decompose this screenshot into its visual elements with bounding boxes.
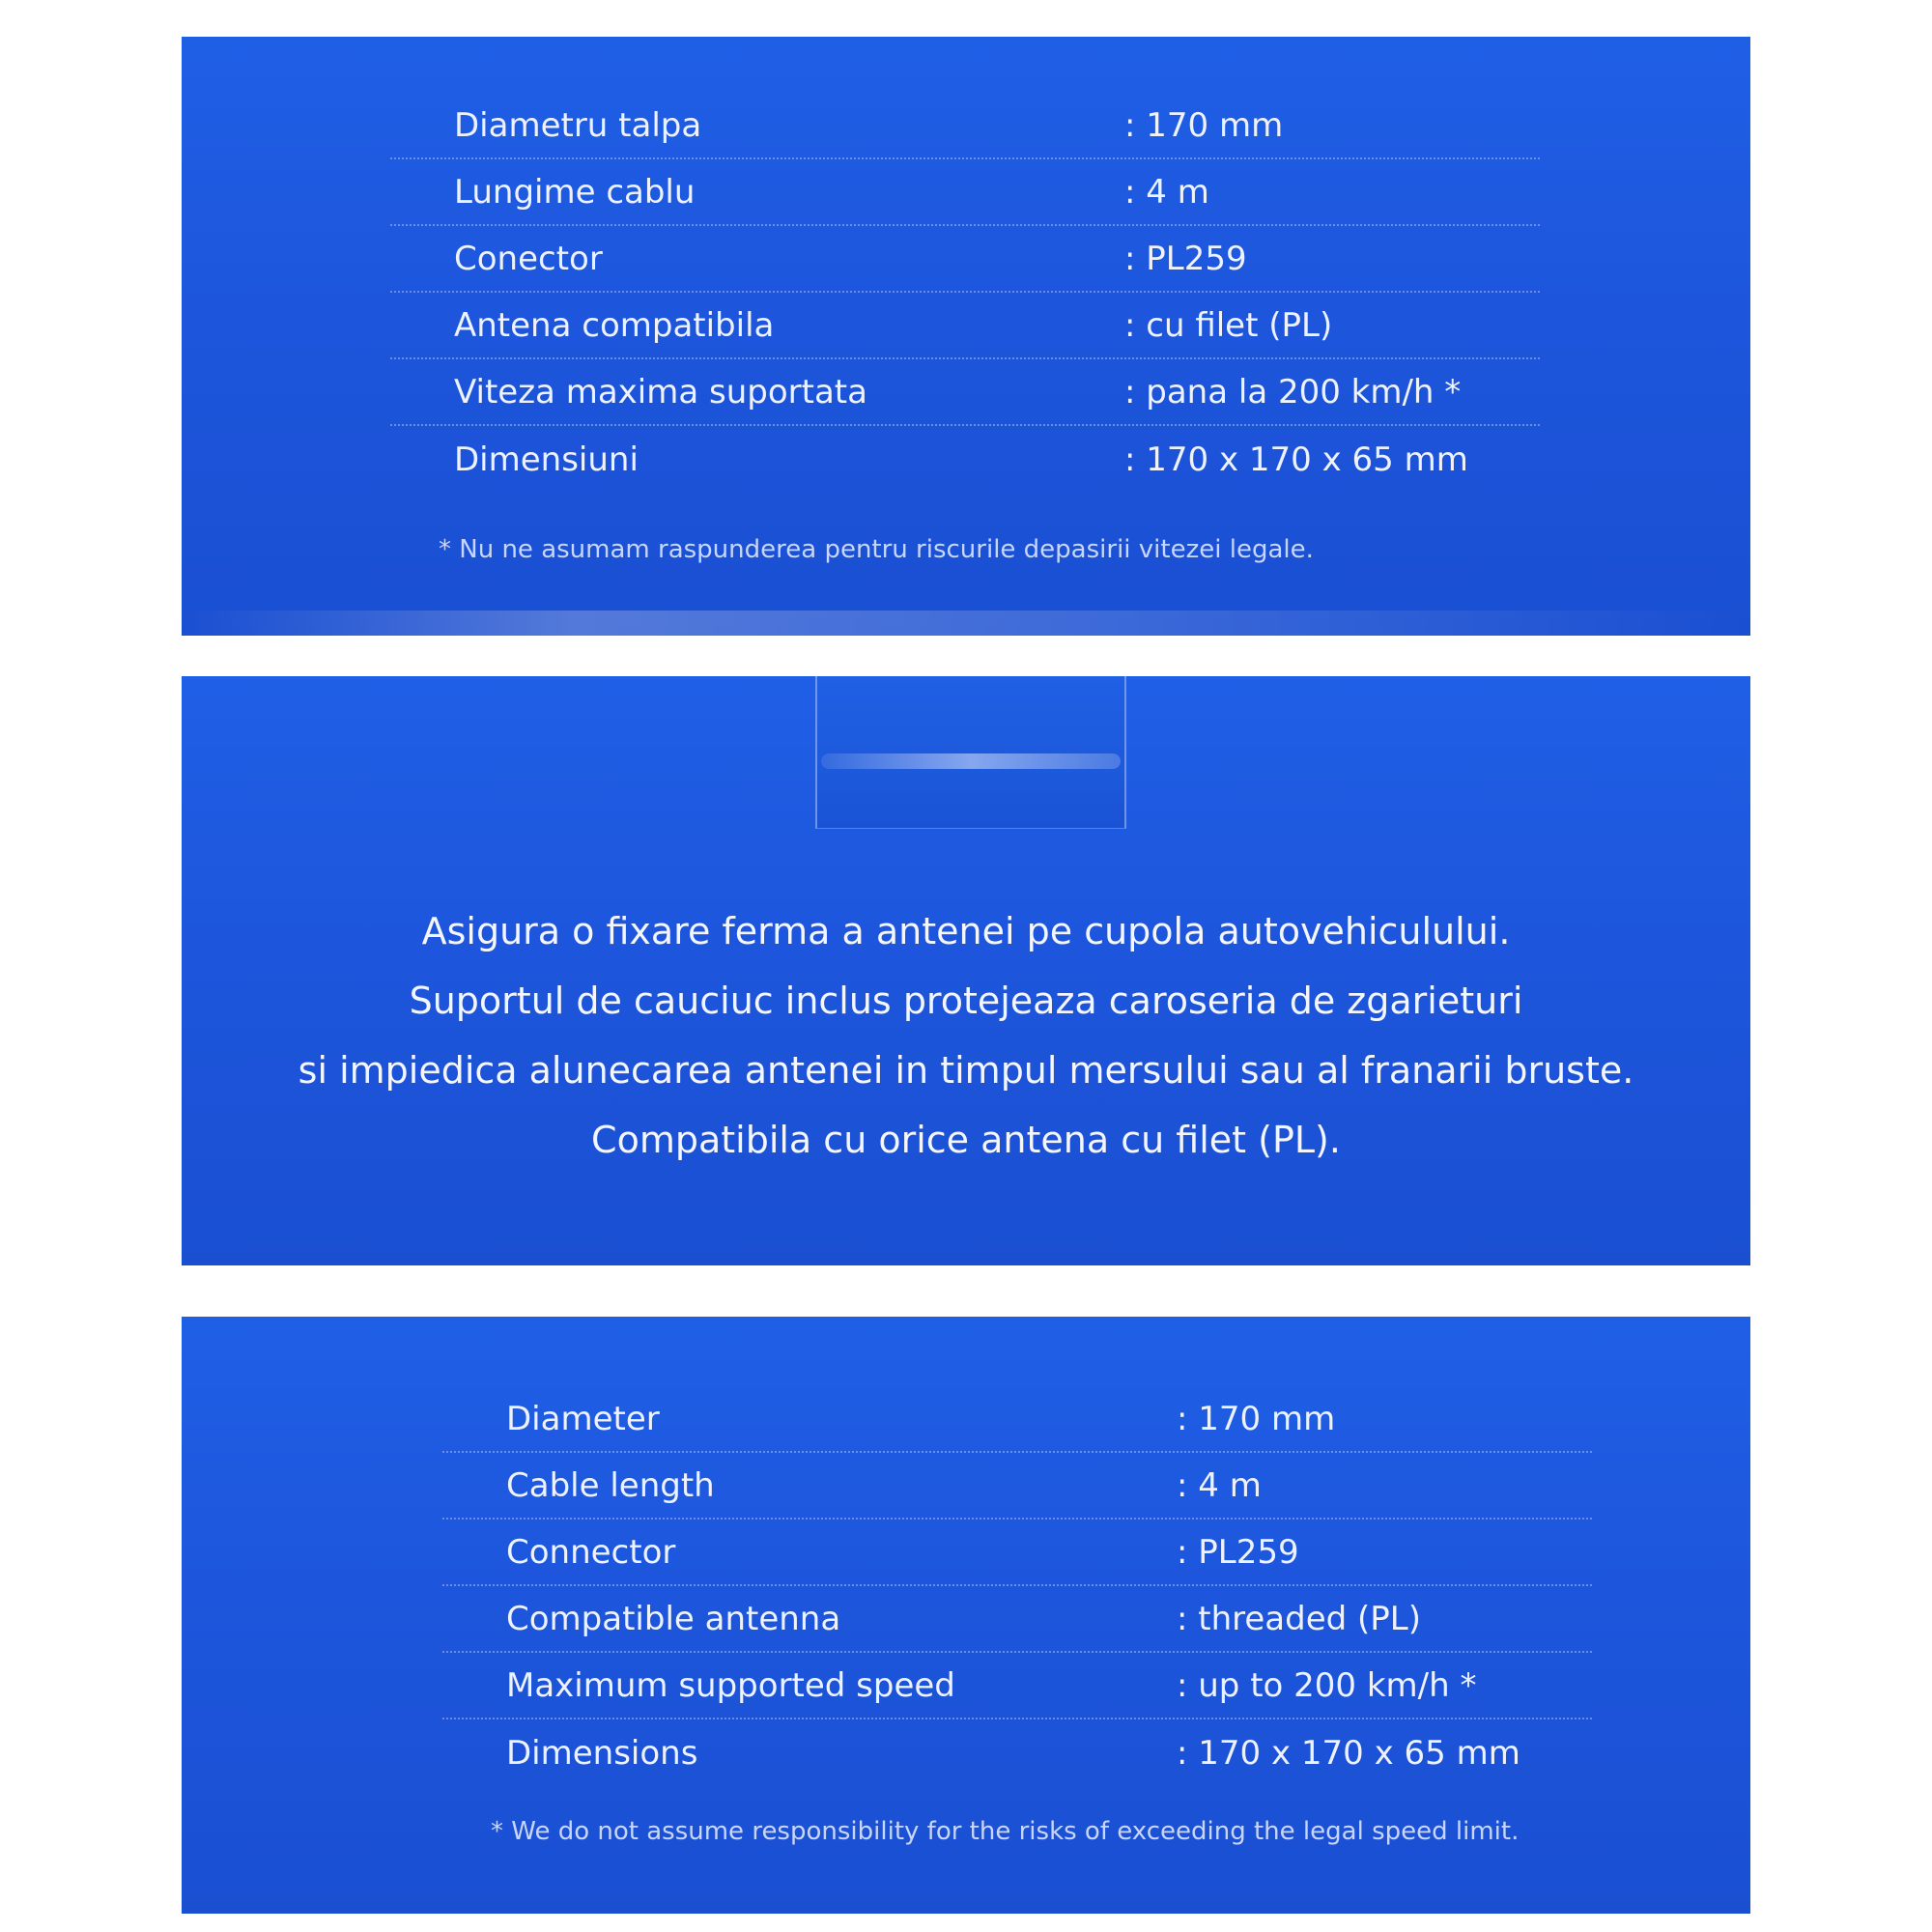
spec-label: Diameter bbox=[506, 1399, 660, 1438]
spec-label: Diametru talpa bbox=[454, 105, 702, 145]
spec-label: Lungime cablu bbox=[454, 172, 696, 212]
spec-label: Viteza maxima suportata bbox=[454, 372, 867, 412]
spec-value: : 4 m bbox=[1124, 172, 1209, 212]
spec-value: : 170 mm bbox=[1124, 105, 1284, 145]
spec-row bbox=[390, 293, 1540, 359]
spec-value: : cu filet (PL) bbox=[1124, 305, 1333, 345]
spec-label: Compatible antenna bbox=[506, 1599, 841, 1638]
spec-row bbox=[442, 1719, 1592, 1786]
spec-row bbox=[442, 1386, 1592, 1453]
edge-sheen bbox=[182, 611, 1750, 636]
spec-row bbox=[442, 1520, 1592, 1586]
spec-row bbox=[390, 159, 1540, 226]
footnote-romanian: * Nu ne asumam raspunderea pentru riscurile depasirii vitezei legale. bbox=[439, 535, 1314, 564]
box-panel-description bbox=[182, 676, 1750, 1265]
spec-row bbox=[442, 1453, 1592, 1520]
description-line: Compatibila cu orice antena cu filet (PL). bbox=[591, 1119, 1341, 1161]
box-tab-slot bbox=[815, 676, 1126, 829]
spec-label: Maximum supported speed bbox=[506, 1665, 955, 1705]
product-description bbox=[182, 896, 1750, 1175]
spec-row bbox=[442, 1653, 1592, 1719]
spec-value: : threaded (PL) bbox=[1177, 1599, 1421, 1638]
spec-row bbox=[390, 426, 1540, 493]
spec-value: : pana la 200 km/h * bbox=[1124, 372, 1462, 412]
box-panel-romanian-specs bbox=[182, 37, 1750, 636]
spec-row bbox=[390, 226, 1540, 293]
footnote-english: * We do not assume responsibility for the risks of exceeding the legal speed limit. bbox=[491, 1817, 1520, 1846]
description-line: si impiedica alunecarea antenei in timpul mersului sau al franarii bruste. bbox=[298, 1049, 1634, 1092]
spec-value: : 4 m bbox=[1177, 1465, 1262, 1505]
spec-label: Cable length bbox=[506, 1465, 715, 1505]
description-line: Asigura o fixare ferma a antenei pe cupola autovehiculului. bbox=[421, 910, 1511, 952]
spec-row bbox=[442, 1586, 1592, 1653]
box-panel-english-specs bbox=[182, 1317, 1750, 1914]
spec-row bbox=[390, 359, 1540, 426]
description-line: Suportul de cauciuc inclus protejeaza caroseria de zgarieturi bbox=[409, 980, 1523, 1022]
spec-table-english bbox=[442, 1386, 1592, 1786]
spec-label: Antena compatibila bbox=[454, 305, 775, 345]
spec-value: : 170 mm bbox=[1177, 1399, 1336, 1438]
spec-value: : PL259 bbox=[1177, 1532, 1299, 1572]
spec-value: : PL259 bbox=[1124, 239, 1247, 278]
spec-row bbox=[390, 93, 1540, 159]
tab-glare bbox=[821, 753, 1121, 769]
spec-label: Conector bbox=[454, 239, 603, 278]
spec-value: : up to 200 km/h * bbox=[1177, 1665, 1477, 1705]
spec-label: Connector bbox=[506, 1532, 676, 1572]
spec-label: Dimensiuni bbox=[454, 440, 639, 479]
spec-label: Dimensions bbox=[506, 1733, 698, 1773]
spec-table-romanian bbox=[390, 93, 1540, 493]
spec-value: : 170 x 170 x 65 mm bbox=[1124, 440, 1468, 479]
spec-value: : 170 x 170 x 65 mm bbox=[1177, 1733, 1520, 1773]
